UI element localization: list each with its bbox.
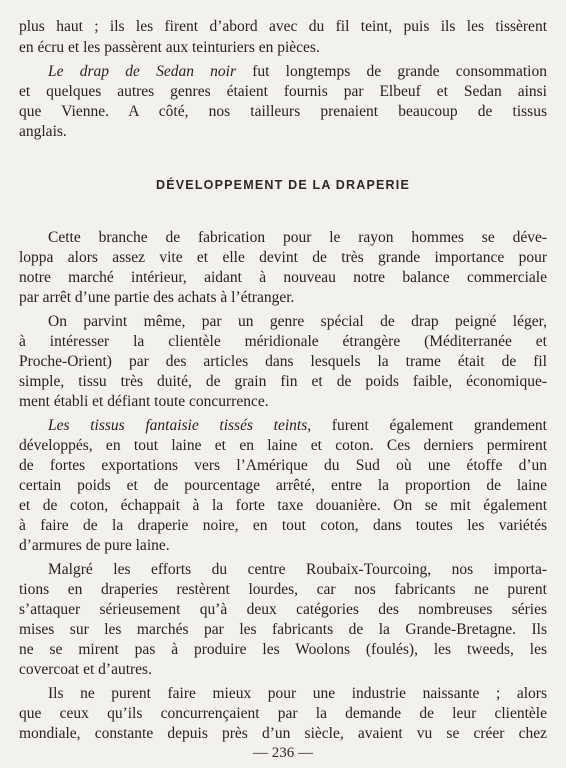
text-line: de fortes exportations vers l’Amérique du Sud où une étoffe d’un bbox=[19, 457, 547, 474]
text-line: s’attaquer sérieusement qu’à deux catégories des nombreuses séries bbox=[19, 601, 547, 618]
text-line: développés, en tout laine et en laine et coton. Ces derniers permirent bbox=[19, 437, 547, 454]
text-line: que ceux qu’ils concurrençaient par la demande de leur clientèle bbox=[19, 705, 547, 722]
text-line: Ils ne purent faire mieux pour une industrie naissante ; alors bbox=[48, 685, 547, 702]
text-line: mises sur les marchés par les fabricants de la Grande-Bretagne. Ils bbox=[19, 621, 547, 638]
text-line: ne se mirent pas à produire les Woolons (foulés), les tweeds, les bbox=[19, 641, 547, 658]
text-line: loppa alors assez vite et elle devint de très grande importance pour bbox=[19, 249, 547, 266]
section-heading: DÉVELOPPEMENT DE LA DRAPERIE bbox=[156, 178, 410, 192]
text-line: que Vienne. A côté, nos tailleurs prenaient beaucoup de tissus bbox=[19, 103, 547, 120]
text-line: ment établi et défiant toute concurrence. bbox=[19, 393, 269, 410]
text-segment: furent également grandement bbox=[311, 417, 547, 434]
text-line: covercoat et d’autres. bbox=[19, 661, 152, 678]
text-line: Proche-Orient) par des articles dans lesquels la trame était de fil bbox=[19, 353, 547, 370]
text-line: en écru et les passèrent aux teinturiers en pièces. bbox=[19, 39, 320, 56]
text-line: On parvint même, par un genre spécial de drap peigné léger, bbox=[48, 313, 547, 330]
text-line bbox=[48, 62, 547, 82]
text-line: mondiale, constante depuis près d’un siècle, avaient vu se créer chez bbox=[19, 725, 547, 742]
text-line: Cette branche de fabrication pour le rayon hommes se déve- bbox=[48, 229, 547, 246]
text-line: simple, tissu très duité, de grain fin et de poids faible, économique- bbox=[19, 373, 547, 390]
text-line: notre marché intérieur, aidant à nouveau notre balance commerciale bbox=[19, 269, 547, 286]
text-line: certain poids et de pourcentage arrêté, entre la proportion de laine bbox=[19, 477, 547, 494]
text-line: tions en draperies restèrent lourdes, car nos fabricants ne purent bbox=[19, 581, 547, 598]
text-line: et de coton, échappait à la forte taxe douanière. On se mit également bbox=[19, 497, 547, 514]
text-line: et quelques autres genres étaient fournis par Elbeuf et Sedan ainsi bbox=[19, 83, 547, 100]
text-line: plus haut ; ils les firent d’abord avec du fil teint, puis ils les tissèrent bbox=[19, 18, 547, 35]
text-segment: fut longtemps de grande consommation bbox=[236, 63, 547, 80]
text-line: à intéresser la clientèle méridionale étrangère (Méditerranée et bbox=[19, 333, 547, 350]
italic-lead: Les tissus fantaisie tissés teints, bbox=[48, 417, 312, 434]
text-line: Malgré les efforts du centre Roubaix-Tourcoing, nos importa- bbox=[48, 561, 547, 578]
text-line: à faire de la draperie noire, en tout coton, dans toutes les variétés bbox=[19, 517, 547, 534]
text-line: d’armures de pure laine. bbox=[19, 537, 170, 554]
text-line: anglais. bbox=[19, 123, 67, 140]
text-line bbox=[48, 416, 547, 436]
page-number: — 236 — bbox=[253, 745, 313, 761]
italic-lead: Le drap de Sedan noir bbox=[48, 63, 237, 80]
text-line: par arrêt d’une partie des achats à l’étranger. bbox=[19, 289, 295, 306]
